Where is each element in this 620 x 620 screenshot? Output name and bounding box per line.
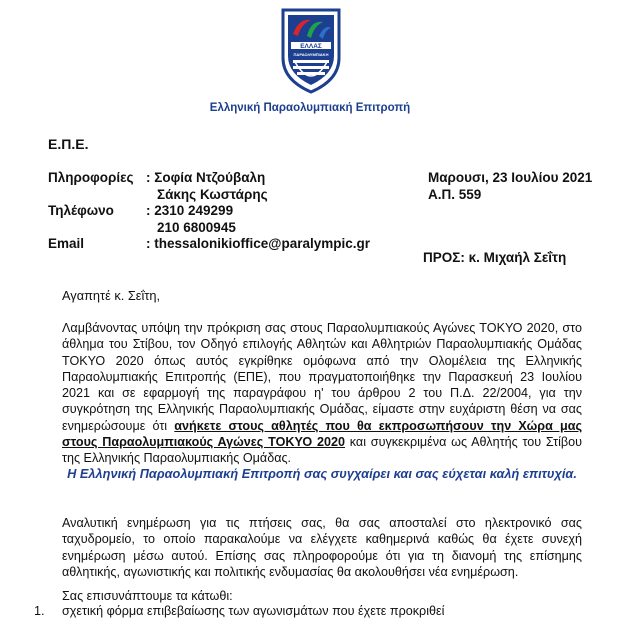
- list-item: [34, 604, 444, 618]
- greeting: Αγαπητέ κ. Σεΐτη,: [62, 288, 161, 303]
- phone-1: : 2310 249299: [146, 203, 234, 218]
- phone-2: 210 6800945: [157, 220, 236, 235]
- paragraph-1-start: Λαμβάνοντας υπόψη την πρόκριση σας στους Παραολυμπιακούς Αγώνες ΤΟΚΥΟ 2020, στο άθλημα του Στίβου, τον Οδηγό επιλογής Αθλητών και Αθλητριών Παραολυμπιακής Ομάδας ΤΟΚΥΟ 2020 όπως αυτός εγκρίθηκε ομόφωνα από την Ολομέλεια της Ελληνικής Παραολυμπιακής Επιτροπής (ΕΠΕ), που πραγματοποιήθηκε την Παρασκευή 23 Ιουλίου 2021 και σε εφαρμογή της παραγράφου η' του άρθρου 2 του Π.Δ. 22/2004, για την συγκρότηση της Ελληνικής Παραολυμπιακής Ομάδας, είμαστε στην ευχάριστη θέση να σας ενημερώσουμε ότι: [62, 321, 582, 433]
- congratulations-message: Η Ελληνική Παραολυμπιακή Επιτροπή σας συγχαίρει και σας εύχεται καλή επιτυχία.: [67, 466, 577, 481]
- phone-label: Τηλέφωνο: [48, 203, 114, 218]
- email-label: Email: [48, 236, 85, 251]
- sender-abbreviation: Ε.Π.Ε.: [48, 136, 89, 152]
- organization-name: Ελληνική Παραολυμπιακή Επιτροπή: [209, 102, 411, 114]
- paralympic-logo: [279, 6, 343, 94]
- logo-text-bottom: ΠΑΡΑΟΛΥΜΠΙΑΚΗ: [293, 52, 329, 57]
- logo-text-top: ΕΛΛΑΣ: [300, 43, 322, 50]
- recipient: ΠΡΟΣ: κ. Μιχαήλ Σεΐτη: [423, 250, 567, 265]
- paragraph-2: Αναλυτική ενημέρωση για τις πτήσεις σας, θα σας αποσταλεί στο ηλεκτρονικό σας ταχυδρομείο, το οποίο παρακαλούμε να ελέγχετε καθημερινά καθώς θα έχετε συνεχή ενημέρωση μέσω αυτού. Επίσης σας πληροφορούμε ότι για τη διανομή της επίσημης αθλητικής, αγωνιστικής και πολιτικής ενδυμασίας θα ακολουθήσει νέα ενημέρωση.: [62, 516, 582, 579]
- protocol-number: Α.Π. 559: [428, 187, 482, 202]
- paragraph-1: [62, 320, 582, 467]
- email-value: : thessalonikioffice@paralympic.gr: [146, 236, 370, 251]
- paragraph-1-emphasis: ανήκετε στους αθλητές που θα εκπροσωπήσουν την Χώρα μας στους Παραολυμπιακούς Αγώνες ΤΟΚΥΟ 2020: [62, 418, 582, 450]
- info-name-1: : Σοφία Ντζούβαλη: [146, 170, 266, 185]
- place-date: Μαρουσι, 23 Ιουλίου 2021: [428, 170, 593, 185]
- attachments-intro: Σας επισυνάπτουμε τα κάτωθι:: [62, 589, 233, 603]
- list-item-text: σχετική φόρμα επιβεβαίωσης των αγωνισμάτων που έχετε προκριθεί: [62, 604, 445, 618]
- list-item-number: 1.: [34, 604, 45, 618]
- paragraph-1-end: και συγκεκριμένα ως Αθλητής του Στίβου της Ελληνικής Παραολυμπιακής Ομάδας.: [62, 435, 583, 466]
- info-name-2: Σάκης Κωστάρης: [157, 187, 268, 202]
- info-label: Πληροφορίες: [48, 170, 134, 185]
